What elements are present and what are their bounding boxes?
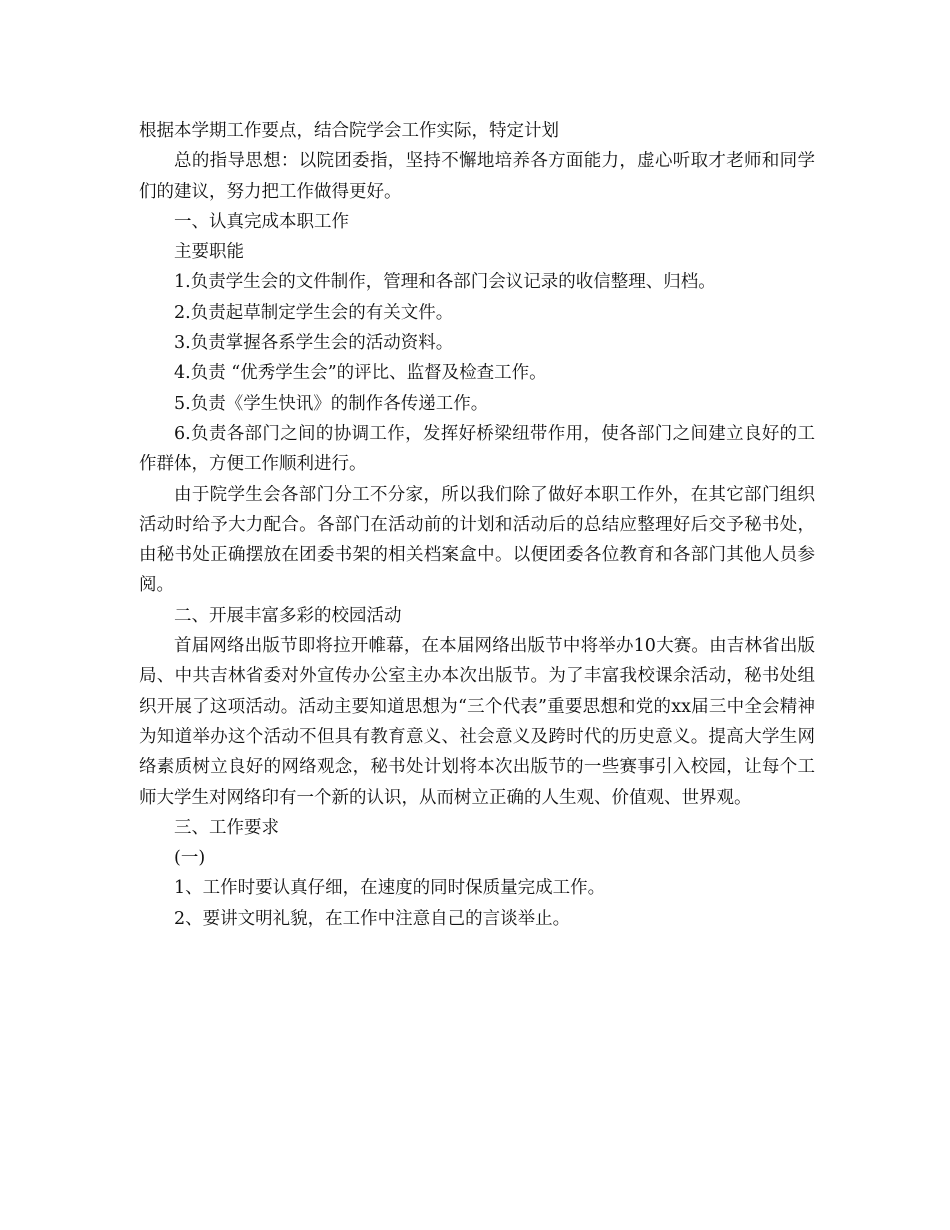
section-heading-3: 三、工作要求 [174,817,279,838]
paragraph-cooperation: 由于院学生会各部门分工不分家，所以我们除了做好本职工作外，在其它部门组织活动时给予大力配合。各部门在活动前的计划和活动后的总结应整理好后交予秘书处，由秘书处正确摆放在团委书架的相关档案盒中。以便团委各位教育和各部门其他人员参阅。 [139,484,815,596]
requirement-item-2: 2、要讲文明礼貌，在工作中注意自己的言谈举止。 [174,908,571,929]
section-heading-2: 二、开展丰富多彩的校园活动 [174,605,402,626]
list-item-4: 4.负责 “优秀学生会”的评比、监督及检查工作。 [174,363,547,384]
requirement-item-1: 1、工作时要认真仔细，在速度的同时保质量完成工作。 [174,878,606,899]
list-item-3: 3.负责掌握各系学生会的活动资料。 [174,333,454,354]
document-body [139,116,815,934]
list-item-2: 2.负责起草制定学生会的有关文件。 [174,302,454,323]
subheading-main-functions: 主要职能 [174,242,244,263]
list-item-1: 1.负责学生会的文件制作，管理和各部门会议记录的收信整理、归档。 [174,272,716,293]
paragraph-publishing-festival: 首届网络出版节即将拉开帷幕，在本届网络出版节中将举办10大赛。由吉林省出版局、中共吉林省委对外宣传办公室主办本次出版节。为了丰富我校课余活动，秘书处组织开展了这项活动。活动主要知道思想为“三个代表”重要思想和党的xx届三中全会精神为知道举办这个活动不但具有教育意义、社会意义及跨时代的历史意义。提高大学生网络素质树立良好的网络观念，秘书处计划将本次出版节的一些赛事引入校园，让每个工师大学生对网络印有一个新的认识，从而树立正确的人生观、价值观、世界观。 [139,636,815,808]
paragraph-intro: 根据本学期工作要点，结合院学会工作实际，特定计划 [139,121,559,141]
list-item-5: 5.负责《学生快讯》的制作各传递工作。 [174,393,489,414]
list-item-6: 6.负责各部门之间的协调工作，发挥好桥梁纽带作用，使各部门之间建立良好的工作群体，方便工作顺利进行。 [139,423,815,475]
paragraph-guiding-thought: 总的指导思想：以院团委指，坚持不懈地培养各方面能力，虚心听取才老师和同学们的建议，努力把工作做得更好。 [139,151,815,202]
subheading-part-one: (一) [174,848,206,869]
section-heading-1: 一、认真完成本职工作 [174,211,349,232]
